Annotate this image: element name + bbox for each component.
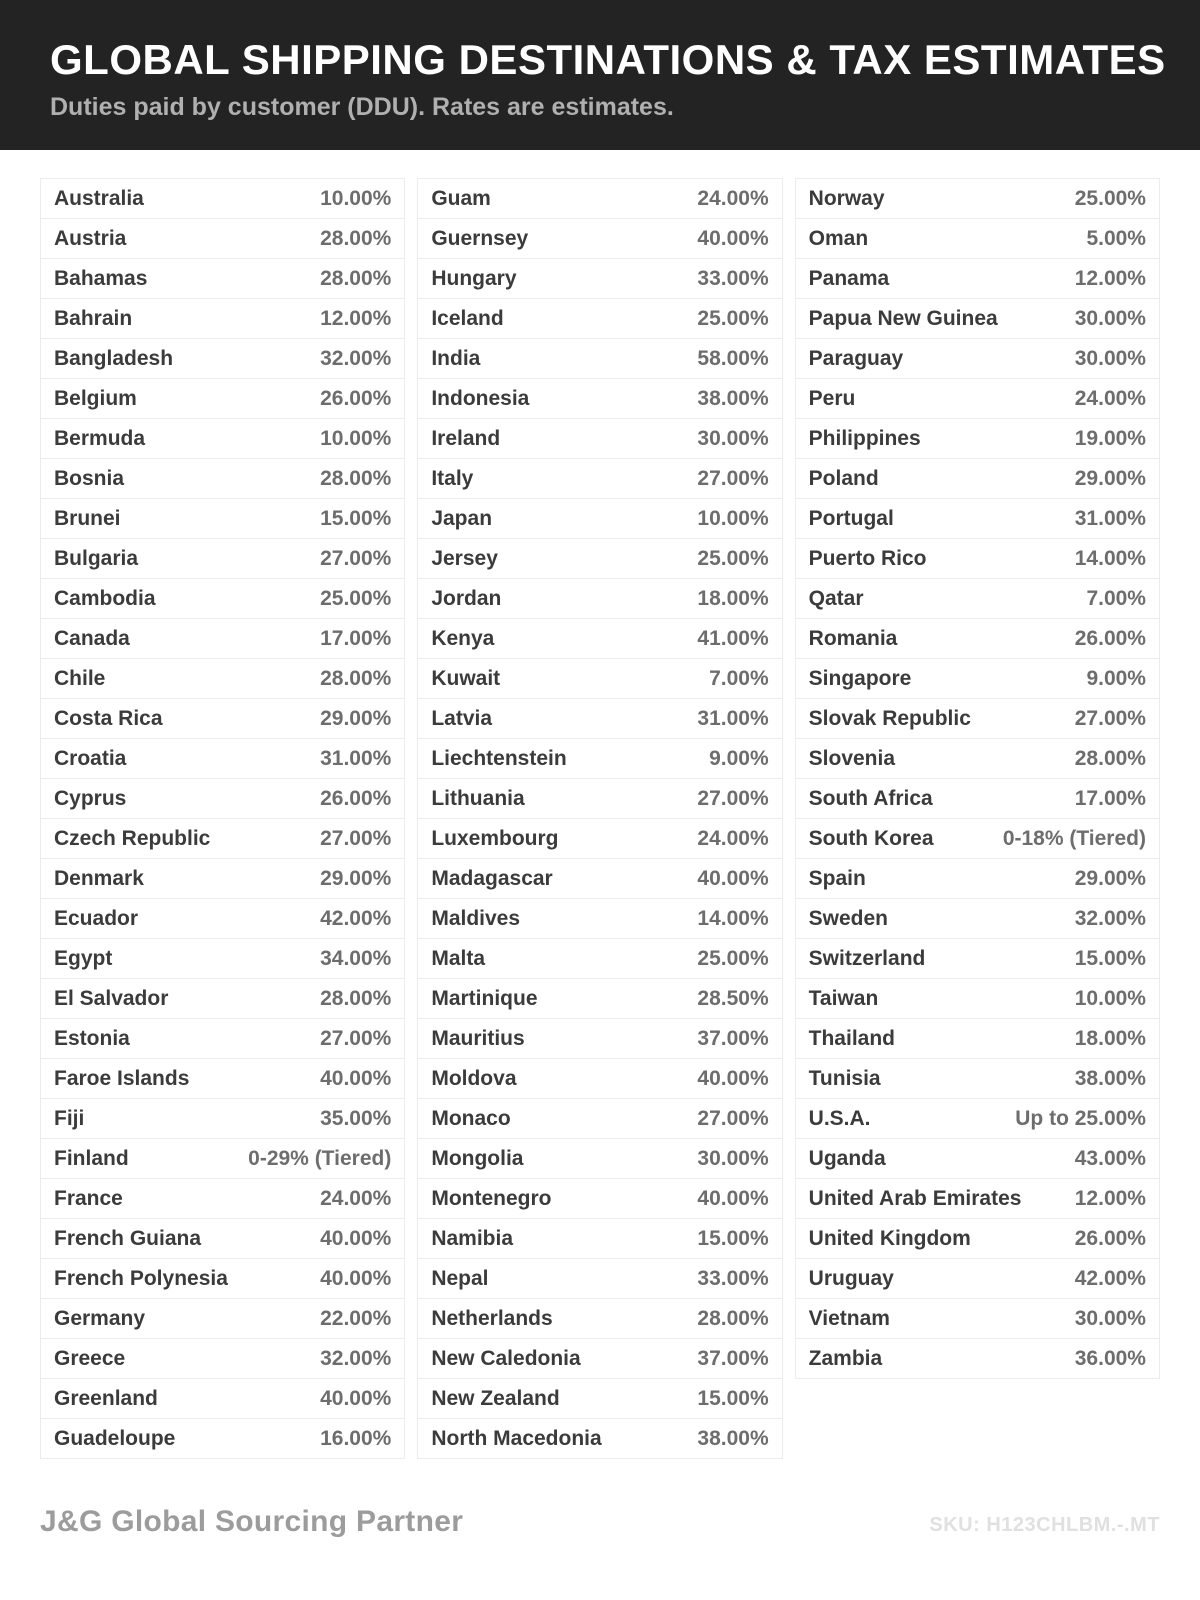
- tax-rate: 29.00%: [1074, 466, 1146, 490]
- rate-row: [41, 939, 404, 979]
- country-name: Belgium: [54, 386, 137, 410]
- country-name: Germany: [54, 1306, 146, 1330]
- rate-row: [418, 179, 781, 219]
- country-name: Italy: [431, 466, 474, 490]
- tax-rate: 28.00%: [1074, 746, 1146, 770]
- tax-rate: 19.00%: [1074, 426, 1146, 450]
- country-name: New Zealand: [431, 1386, 560, 1410]
- rate-row: [796, 459, 1159, 499]
- country-name: Ireland: [431, 426, 501, 450]
- rate-row: [796, 539, 1159, 579]
- country-name: Peru: [808, 386, 856, 410]
- rate-row: [41, 1139, 404, 1179]
- rate-row: [41, 1099, 404, 1139]
- rate-row: [418, 739, 781, 779]
- tax-rate: 40.00%: [320, 1386, 392, 1410]
- rate-row: [41, 259, 404, 299]
- rates-table: [40, 178, 1160, 1459]
- rate-row: [796, 1019, 1159, 1059]
- tax-rate: 26.00%: [1074, 626, 1146, 650]
- country-name: Jordan: [431, 586, 502, 610]
- tax-rate: 25.00%: [320, 586, 392, 610]
- rate-row: [41, 659, 404, 699]
- rate-row: [796, 179, 1159, 219]
- country-name: Kuwait: [431, 666, 501, 690]
- rate-row: [41, 739, 404, 779]
- tax-rate: 24.00%: [697, 826, 769, 850]
- rate-row: [418, 939, 781, 979]
- country-name: South Korea: [808, 826, 934, 850]
- rate-row: [41, 379, 404, 419]
- country-name: Montenegro: [431, 1186, 552, 1210]
- country-name: Bahrain: [54, 306, 133, 330]
- rate-row: [796, 499, 1159, 539]
- country-name: United Arab Emirates: [808, 1186, 1022, 1210]
- country-name: India: [431, 346, 481, 370]
- rate-row: [796, 899, 1159, 939]
- rate-row: [418, 539, 781, 579]
- tax-rate: 42.00%: [1074, 1266, 1146, 1290]
- rate-row: [418, 1139, 781, 1179]
- rate-row: [41, 1179, 404, 1219]
- country-name: Canada: [54, 626, 130, 650]
- tax-rate: 24.00%: [697, 186, 769, 210]
- country-name: Australia: [54, 186, 144, 210]
- tax-rate: 25.00%: [1074, 186, 1146, 210]
- rate-row: [418, 699, 781, 739]
- country-name: Vietnam: [808, 1306, 890, 1330]
- tax-rate: 42.00%: [320, 906, 392, 930]
- country-name: Nepal: [431, 1266, 489, 1290]
- tax-rate: 27.00%: [320, 1026, 392, 1050]
- rate-row: [796, 339, 1159, 379]
- country-name: Tunisia: [808, 1066, 881, 1090]
- rate-row: [418, 299, 781, 339]
- country-name: U.S.A.: [808, 1106, 871, 1130]
- country-name: Portugal: [808, 506, 894, 530]
- rate-row: [418, 419, 781, 459]
- tax-rate: 35.00%: [320, 1106, 392, 1130]
- rate-row: [796, 979, 1159, 1019]
- country-name: Greece: [54, 1346, 126, 1370]
- tax-rate: 27.00%: [320, 826, 392, 850]
- rate-row: [41, 219, 404, 259]
- tax-rate: 27.00%: [697, 466, 769, 490]
- tax-rate: 32.00%: [1074, 906, 1146, 930]
- rate-row: [418, 1259, 781, 1299]
- rate-row: [41, 339, 404, 379]
- tax-rate: 17.00%: [1074, 786, 1146, 810]
- sku-label: SKU: H123CHLBM.-.MT: [929, 1514, 1160, 1536]
- country-name: Chile: [54, 666, 106, 690]
- tax-rate: 38.00%: [697, 1426, 769, 1450]
- country-name: Lithuania: [431, 786, 525, 810]
- tax-rate: 30.00%: [697, 1146, 769, 1170]
- rate-row: [41, 979, 404, 1019]
- country-name: Costa Rica: [54, 706, 163, 730]
- rate-row: [796, 219, 1159, 259]
- country-name: Mauritius: [431, 1026, 525, 1050]
- tax-rate: 12.00%: [320, 306, 392, 330]
- rate-row: [418, 379, 781, 419]
- country-name: Guam: [431, 186, 491, 210]
- country-name: Brunei: [54, 506, 121, 530]
- tax-rate: 40.00%: [697, 1066, 769, 1090]
- tax-rate: 16.00%: [320, 1426, 392, 1450]
- country-name: Luxembourg: [431, 826, 559, 850]
- rate-row: [41, 1299, 404, 1339]
- rate-row: [796, 299, 1159, 339]
- tax-rate: 10.00%: [320, 426, 392, 450]
- rate-row: [41, 539, 404, 579]
- rate-row: [796, 419, 1159, 459]
- rate-row: [796, 1059, 1159, 1099]
- country-name: Denmark: [54, 866, 144, 890]
- rate-row: [41, 779, 404, 819]
- country-name: Japan: [431, 506, 493, 530]
- tax-rate: 27.00%: [697, 786, 769, 810]
- country-name: Finland: [54, 1146, 129, 1170]
- tax-rate: 25.00%: [697, 946, 769, 970]
- country-name: Namibia: [431, 1226, 514, 1250]
- rate-row: [41, 699, 404, 739]
- rate-row: [796, 859, 1159, 899]
- rate-row: [796, 1299, 1159, 1339]
- rate-row: [796, 1139, 1159, 1179]
- rate-row: [41, 859, 404, 899]
- tax-rate: 30.00%: [1074, 306, 1146, 330]
- tax-rate: 31.00%: [1074, 506, 1146, 530]
- country-name: Hungary: [431, 266, 517, 290]
- rate-row: [41, 1259, 404, 1299]
- tax-rate: 18.00%: [1074, 1026, 1146, 1050]
- country-name: Liechtenstein: [431, 746, 567, 770]
- country-name: Cyprus: [54, 786, 127, 810]
- country-name: France: [54, 1186, 123, 1210]
- tax-rate: 31.00%: [320, 746, 392, 770]
- country-name: Papua New Guinea: [808, 306, 998, 330]
- rate-row: [418, 579, 781, 619]
- tax-rate: 32.00%: [320, 1346, 392, 1370]
- rate-row: [796, 1219, 1159, 1259]
- tax-rate: 37.00%: [697, 1346, 769, 1370]
- country-name: New Caledonia: [431, 1346, 581, 1370]
- rate-row: [418, 499, 781, 539]
- tax-rate: 17.00%: [320, 626, 392, 650]
- rate-row: [41, 819, 404, 859]
- tax-rate: 26.00%: [320, 786, 392, 810]
- country-name: Martinique: [431, 986, 538, 1010]
- tax-rate: 12.00%: [1074, 1186, 1146, 1210]
- country-name: Uganda: [808, 1146, 886, 1170]
- tax-rate: 26.00%: [1074, 1226, 1146, 1250]
- country-name: Moldova: [431, 1066, 517, 1090]
- tax-rate: 28.00%: [320, 266, 392, 290]
- rate-row: [41, 1419, 404, 1459]
- rate-row: [418, 1339, 781, 1379]
- tax-rate: 0-18% (Tiered): [1002, 826, 1146, 850]
- country-name: Madagascar: [431, 866, 553, 890]
- country-name: Jersey: [431, 546, 498, 570]
- tax-rate: 34.00%: [320, 946, 392, 970]
- rate-row: [796, 1099, 1159, 1139]
- tax-rate: 5.00%: [1086, 226, 1146, 250]
- country-name: Czech Republic: [54, 826, 211, 850]
- country-name: Bulgaria: [54, 546, 139, 570]
- country-name: Estonia: [54, 1026, 130, 1050]
- country-name: South Africa: [808, 786, 933, 810]
- country-name: Malta: [431, 946, 486, 970]
- rate-row: [418, 1179, 781, 1219]
- tax-rate: 14.00%: [1074, 546, 1146, 570]
- country-name: Switzerland: [808, 946, 926, 970]
- rate-row: [796, 939, 1159, 979]
- rate-row: [418, 219, 781, 259]
- tax-rate: 40.00%: [320, 1226, 392, 1250]
- tax-rate: 15.00%: [697, 1226, 769, 1250]
- rate-row: [796, 1179, 1159, 1219]
- country-name: Bosnia: [54, 466, 125, 490]
- tax-rate: 58.00%: [697, 346, 769, 370]
- tax-rate: 24.00%: [320, 1186, 392, 1210]
- tax-rate: 37.00%: [697, 1026, 769, 1050]
- rate-row: [41, 459, 404, 499]
- tax-rate: 28.00%: [320, 986, 392, 1010]
- tax-rate: 28.00%: [697, 1306, 769, 1330]
- tax-rate: 40.00%: [697, 226, 769, 250]
- rate-row: [418, 859, 781, 899]
- rate-row: [796, 579, 1159, 619]
- country-name: Guernsey: [431, 226, 529, 250]
- tax-rate: 28.00%: [320, 226, 392, 250]
- rates-column-1: [40, 178, 405, 1459]
- tax-rate: 7.00%: [709, 666, 769, 690]
- tax-rate: 33.00%: [697, 266, 769, 290]
- tax-rate: 10.00%: [1074, 986, 1146, 1010]
- page-title: GLOBAL SHIPPING DESTINATIONS & TAX ESTIMATES: [50, 36, 1166, 83]
- country-name: Kenya: [431, 626, 495, 650]
- rate-row: [796, 259, 1159, 299]
- footer: [40, 1505, 1160, 1539]
- country-name: Zambia: [808, 1346, 883, 1370]
- tax-rate: 29.00%: [320, 706, 392, 730]
- brand-name: J&G Global Sourcing Partner: [40, 1505, 464, 1538]
- tax-rate: 33.00%: [697, 1266, 769, 1290]
- country-name: Indonesia: [431, 386, 530, 410]
- rates-column-3: [795, 178, 1160, 1379]
- tax-rate: 36.00%: [1074, 1346, 1146, 1370]
- rate-row: [796, 379, 1159, 419]
- tax-rate: 25.00%: [697, 546, 769, 570]
- tax-rate: 31.00%: [697, 706, 769, 730]
- tax-rate: 0-29% (Tiered): [248, 1146, 392, 1170]
- tax-rate: 28.50%: [697, 986, 769, 1010]
- rate-row: [418, 659, 781, 699]
- country-name: North Macedonia: [431, 1426, 602, 1450]
- tax-rate: 28.00%: [320, 466, 392, 490]
- tax-rate: 14.00%: [697, 906, 769, 930]
- country-name: Bermuda: [54, 426, 146, 450]
- rate-row: [418, 259, 781, 299]
- country-name: Slovak Republic: [808, 706, 971, 730]
- tax-rate: 32.00%: [320, 346, 392, 370]
- tax-rate: 28.00%: [320, 666, 392, 690]
- tax-rate: 27.00%: [697, 1106, 769, 1130]
- rate-row: [41, 619, 404, 659]
- tax-rate: 29.00%: [1074, 866, 1146, 890]
- tax-rate: 25.00%: [697, 306, 769, 330]
- tax-rate: 30.00%: [1074, 1306, 1146, 1330]
- country-name: Paraguay: [808, 346, 904, 370]
- country-name: Faroe Islands: [54, 1066, 190, 1090]
- tax-rate: 43.00%: [1074, 1146, 1146, 1170]
- tax-rate: 9.00%: [1086, 666, 1146, 690]
- tax-rate: 38.00%: [1074, 1066, 1146, 1090]
- country-name: Uruguay: [808, 1266, 894, 1290]
- country-name: Bahamas: [54, 266, 148, 290]
- tax-rate: 40.00%: [320, 1266, 392, 1290]
- tax-rate: 24.00%: [1074, 386, 1146, 410]
- rate-row: [41, 1059, 404, 1099]
- rate-row: [41, 419, 404, 459]
- rate-row: [796, 819, 1159, 859]
- tax-rate: 15.00%: [1074, 946, 1146, 970]
- tax-rate: 26.00%: [320, 386, 392, 410]
- tax-rate: 9.00%: [709, 746, 769, 770]
- rate-row: [41, 299, 404, 339]
- rate-row: [418, 339, 781, 379]
- rate-row: [41, 1019, 404, 1059]
- rate-row: [418, 1099, 781, 1139]
- rate-row: [418, 979, 781, 1019]
- rate-row: [418, 899, 781, 939]
- country-name: Singapore: [808, 666, 912, 690]
- rate-row: [41, 1219, 404, 1259]
- country-name: Mongolia: [431, 1146, 524, 1170]
- tax-rate: 40.00%: [320, 1066, 392, 1090]
- country-name: Cambodia: [54, 586, 156, 610]
- country-name: Philippines: [808, 426, 921, 450]
- tax-rate: 22.00%: [320, 1306, 392, 1330]
- tax-rate: 40.00%: [697, 866, 769, 890]
- country-name: Austria: [54, 226, 127, 250]
- country-name: Oman: [808, 226, 869, 250]
- tax-rate: 27.00%: [320, 546, 392, 570]
- tax-rate: 7.00%: [1086, 586, 1146, 610]
- country-name: Maldives: [431, 906, 521, 930]
- country-name: Netherlands: [431, 1306, 553, 1330]
- country-name: Monaco: [431, 1106, 511, 1130]
- tax-rate: 15.00%: [697, 1386, 769, 1410]
- rate-row: [418, 819, 781, 859]
- country-name: Guadeloupe: [54, 1426, 176, 1450]
- country-name: Norway: [808, 186, 885, 210]
- country-name: Latvia: [431, 706, 493, 730]
- country-name: Sweden: [808, 906, 889, 930]
- tax-rate: Up to 25.00%: [1015, 1106, 1146, 1130]
- country-name: Panama: [808, 266, 890, 290]
- tax-rate: 27.00%: [1074, 706, 1146, 730]
- rate-row: [41, 1339, 404, 1379]
- country-name: French Guiana: [54, 1226, 202, 1250]
- country-name: Taiwan: [808, 986, 879, 1010]
- page-subtitle: Duties paid by customer (DDU). Rates are estimates.: [50, 93, 674, 121]
- tax-rate: 30.00%: [697, 426, 769, 450]
- rate-row: [418, 619, 781, 659]
- rate-row: [41, 1379, 404, 1419]
- country-name: Thailand: [808, 1026, 895, 1050]
- country-name: Ecuador: [54, 906, 139, 930]
- tax-rate: 18.00%: [697, 586, 769, 610]
- country-name: Qatar: [808, 586, 864, 610]
- country-name: Bangladesh: [54, 346, 174, 370]
- rates-column-2: [417, 178, 782, 1459]
- rate-row: [796, 619, 1159, 659]
- country-name: Slovenia: [808, 746, 896, 770]
- country-name: Iceland: [431, 306, 504, 330]
- rate-row: [41, 179, 404, 219]
- country-name: Romania: [808, 626, 898, 650]
- country-name: Croatia: [54, 746, 127, 770]
- rate-row: [418, 1219, 781, 1259]
- tax-rate: 29.00%: [320, 866, 392, 890]
- tax-rate: 12.00%: [1074, 266, 1146, 290]
- country-name: Egypt: [54, 946, 113, 970]
- country-name: Puerto Rico: [808, 546, 927, 570]
- tax-rate: 30.00%: [1074, 346, 1146, 370]
- country-name: United Kingdom: [808, 1226, 971, 1250]
- country-name: Poland: [808, 466, 879, 490]
- rate-row: [41, 579, 404, 619]
- tax-rate: 40.00%: [697, 1186, 769, 1210]
- country-name: Greenland: [54, 1386, 158, 1410]
- rate-row: [418, 779, 781, 819]
- tax-rate: 41.00%: [697, 626, 769, 650]
- rate-row: [418, 1059, 781, 1099]
- rate-row: [418, 1019, 781, 1059]
- country-name: Spain: [808, 866, 866, 890]
- tax-rate: 38.00%: [697, 386, 769, 410]
- country-name: El Salvador: [54, 986, 169, 1010]
- rate-row: [796, 1339, 1159, 1379]
- rate-row: [796, 1259, 1159, 1299]
- rate-row: [418, 1379, 781, 1419]
- rate-row: [796, 659, 1159, 699]
- tax-rate: 10.00%: [697, 506, 769, 530]
- country-name: Fiji: [54, 1106, 85, 1130]
- tax-rate: 10.00%: [320, 186, 392, 210]
- rate-row: [41, 499, 404, 539]
- rate-row: [41, 899, 404, 939]
- rate-row: [796, 779, 1159, 819]
- tax-rate: 15.00%: [320, 506, 392, 530]
- country-name: French Polynesia: [54, 1266, 228, 1290]
- rate-row: [418, 1419, 781, 1459]
- rate-row: [796, 739, 1159, 779]
- rate-row: [418, 459, 781, 499]
- rate-row: [418, 1299, 781, 1339]
- header-banner: [0, 0, 1200, 150]
- rate-row: [796, 699, 1159, 739]
